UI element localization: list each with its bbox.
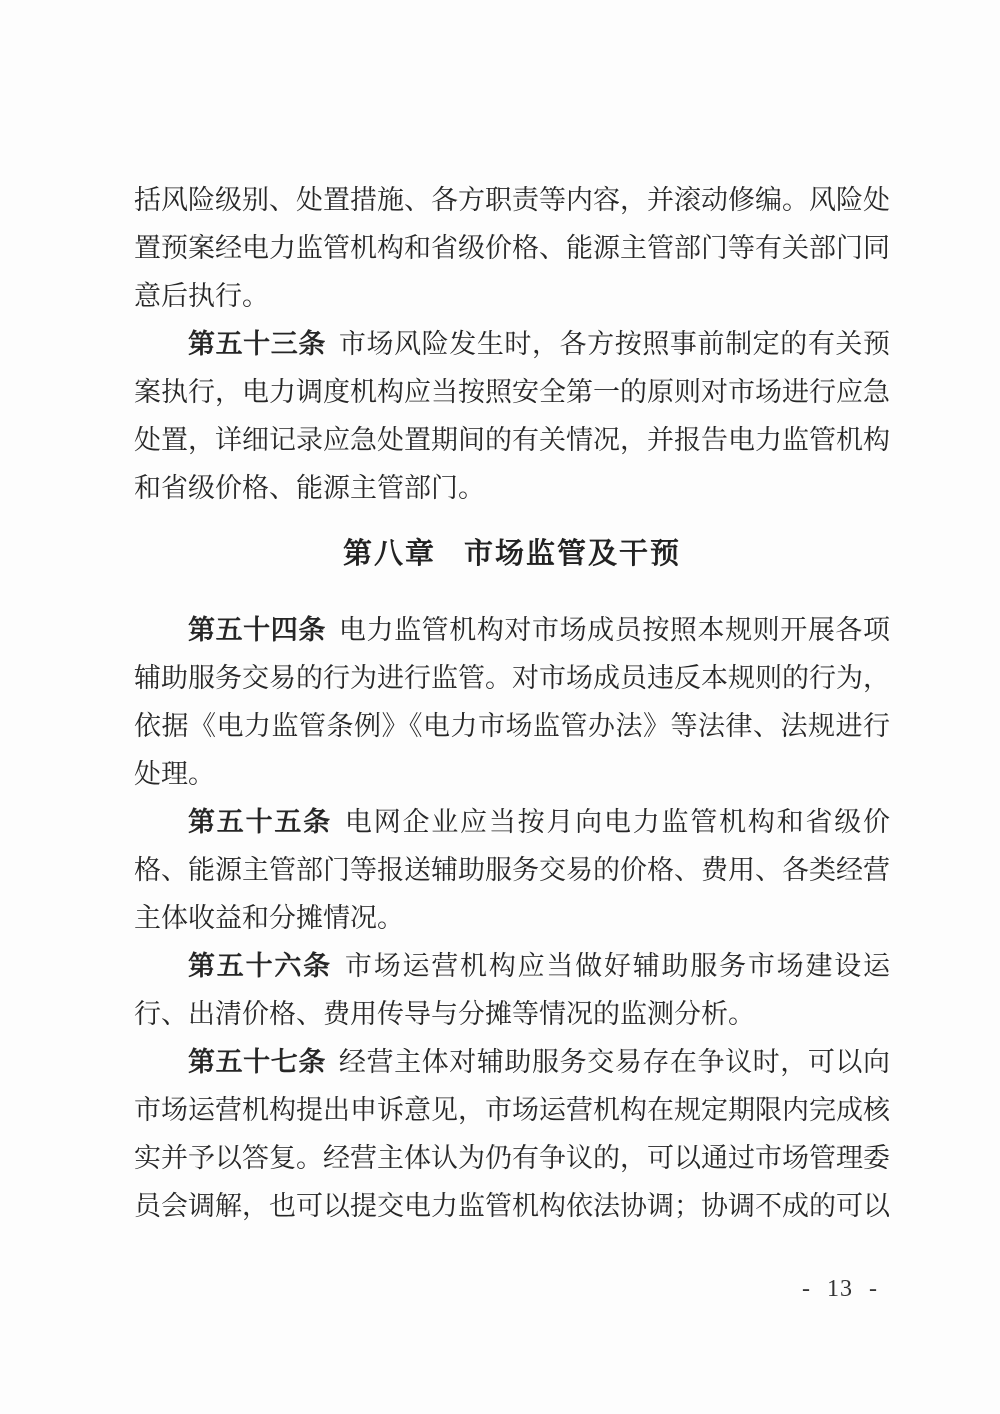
article-54-text: 电力监管机构对市场成员按照本规则开展各项辅助服务交易的行为进行监管。对市场成员违反本规则的行为，依据《电力监管条例》《电力市场监管办法》等法律、法规进行处理。	[134, 615, 891, 789]
paragraph-continuation: 括风险级别、处置措施、各方职责等内容，并滚动修编。风险处置预案经电力监管机构和省级价格、能源主管部门等有关部门同意后执行。	[134, 185, 890, 311]
chapter-title: 市场监管及干预	[464, 538, 682, 570]
article-57	[134, 1038, 890, 1230]
chapter-heading	[134, 536, 890, 572]
article-53	[134, 320, 890, 512]
page-content	[134, 176, 890, 1230]
article-57-number: 第五十七条	[188, 1047, 326, 1077]
article-56-number: 第五十六条	[188, 951, 332, 981]
article-55-number: 第五十五条	[188, 807, 332, 837]
article-53-number: 第五十三条	[188, 329, 326, 359]
article-57-text: 经营主体对辅助服务交易存在争议时，可以向市场运营机构提出申诉意见，市场运营机构在规定期限内完成核实并予以答复。经营主体认为仍有争议的，可以通过市场管理委员会调解，也可以提交电力监管机构依法协调；协调不成的可以	[134, 1047, 891, 1221]
article-55-text: 电网企业应当按月向电力监管机构和省级价格、能源主管部门等报送辅助服务交易的价格、费用、各类经营主体收益和分摊情况。	[134, 807, 891, 933]
article-56	[134, 942, 890, 1038]
page-number: - 13 -	[802, 1276, 878, 1302]
article-54	[134, 606, 890, 798]
article-56-text: 市场运营机构应当做好辅助服务市场建设运行、出清价格、费用传导与分摊等情况的监测分析。	[134, 951, 891, 1029]
article-54-number: 第五十四条	[188, 615, 326, 645]
article-55	[134, 798, 890, 942]
article-53-text: 市场风险发生时，各方按照事前制定的有关预案执行，电力调度机构应当按照安全第一的原则对市场进行应急处置，详细记录应急处置期间的有关情况，并报告电力监管机构和省级价格、能源主管部门。	[134, 329, 891, 503]
chapter-number: 第八章	[342, 538, 436, 570]
